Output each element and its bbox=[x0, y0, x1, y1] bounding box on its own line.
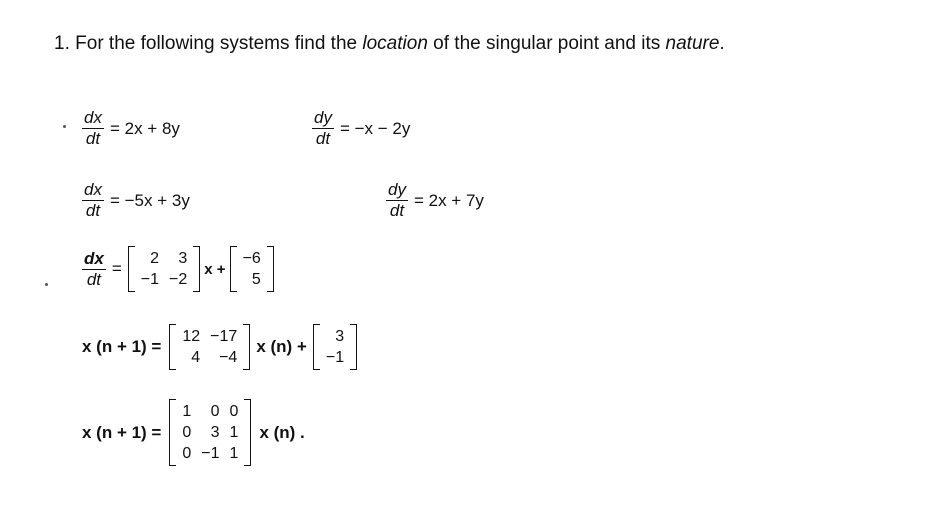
derivative-fraction: $\frac{dx}{dt}$ bbox=[84, 180, 102, 220]
matrix-cell: 12 bbox=[182, 328, 201, 345]
matrix-cell: 3 bbox=[178, 250, 188, 267]
vector-cell: 3 bbox=[335, 328, 345, 345]
question-text-middle: of the singular point and its bbox=[427, 33, 666, 54]
coefficient-matrix bbox=[169, 326, 250, 368]
coefficient-matrix bbox=[169, 401, 251, 464]
equation-rhs: = −x − 2y bbox=[339, 118, 411, 138]
derivative-fraction: $\frac{dx}{dt}$ bbox=[84, 248, 104, 289]
coefficient-matrix bbox=[128, 248, 201, 290]
matrix-cell: 3 bbox=[210, 424, 220, 441]
constant-vector bbox=[313, 326, 357, 368]
matrix-cell: −1 bbox=[201, 445, 220, 462]
matrix-cell: −2 bbox=[169, 271, 188, 288]
system1-dy-equation bbox=[312, 108, 410, 149]
matrix-cell: 1 bbox=[229, 445, 239, 462]
matrix-cell: 1 bbox=[229, 424, 239, 441]
equation-rhs: = 2x + 8y bbox=[109, 118, 180, 138]
system2-dy-equation bbox=[386, 180, 484, 221]
xn-term: x (n) . bbox=[259, 422, 305, 442]
matrix-cell: 0 bbox=[182, 424, 192, 441]
question-emph-location: location bbox=[362, 33, 428, 54]
matrix-cell: 2 bbox=[150, 250, 160, 267]
system4-discrete-equation bbox=[82, 326, 357, 368]
question-text-before: For the following systems find the bbox=[75, 33, 363, 54]
equals-sign: = bbox=[111, 259, 122, 278]
system5-discrete-equation bbox=[82, 401, 305, 464]
system2-dx-equation bbox=[82, 180, 190, 221]
matrix-cell: 0 bbox=[229, 403, 239, 420]
matrix-cell: −17 bbox=[210, 328, 238, 345]
question-number: 1. bbox=[54, 33, 70, 54]
question-emph-nature: nature bbox=[665, 33, 720, 54]
matrix-cell: 0 bbox=[182, 445, 192, 462]
bullet-dot bbox=[63, 125, 66, 128]
question-text-end: . bbox=[719, 33, 725, 54]
derivative-fraction: $\frac{dx}{dt}$ bbox=[84, 108, 102, 148]
bullet-dot bbox=[45, 283, 48, 286]
vector-cell: −6 bbox=[242, 250, 261, 267]
vector-cell: −1 bbox=[325, 349, 345, 366]
matrix-cell: 0 bbox=[210, 403, 220, 420]
lhs-term: x (n + 1) = bbox=[82, 337, 162, 356]
x-plus-term: x + bbox=[204, 260, 226, 278]
question-heading bbox=[54, 33, 725, 55]
matrix-cell: −1 bbox=[140, 271, 160, 288]
system1-dx-equation bbox=[82, 108, 180, 149]
equation-rhs: = 2x + 7y bbox=[413, 190, 484, 210]
vector-cell: 5 bbox=[251, 271, 261, 288]
system3-matrix-equation bbox=[82, 248, 274, 290]
matrix-cell: 1 bbox=[182, 403, 192, 420]
lhs-term: x (n + 1) = bbox=[82, 422, 162, 442]
derivative-fraction: $\frac{dy}{dt}$ bbox=[388, 180, 406, 220]
matrix-cell: −4 bbox=[219, 349, 238, 366]
equation-rhs: = −5x + 3y bbox=[109, 190, 190, 210]
derivative-fraction: $\frac{dy}{dt}$ bbox=[314, 108, 332, 148]
matrix-cell: 4 bbox=[191, 349, 201, 366]
xn-plus-term: x (n) + bbox=[256, 337, 307, 356]
constant-vector bbox=[230, 248, 274, 290]
